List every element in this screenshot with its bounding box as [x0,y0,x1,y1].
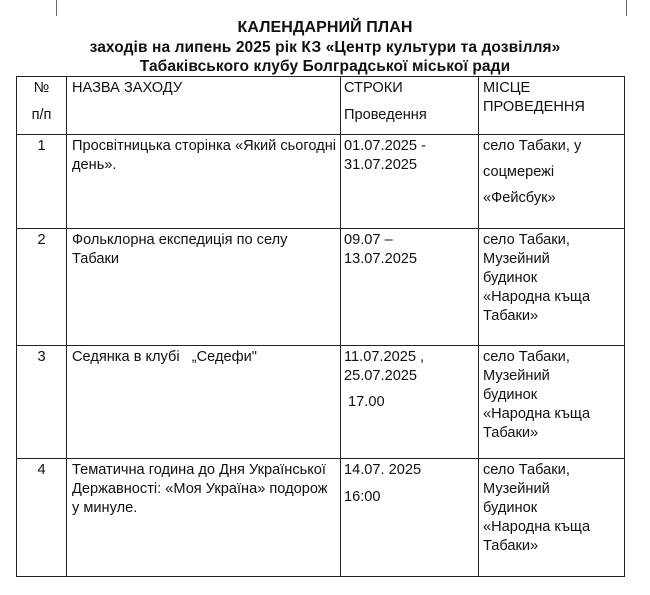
event-name: Седянка в клубі „Седефи" [67,346,341,459]
date-line: 14.07. 2025 [344,462,422,478]
header-dates-subtitle: Проведення [344,107,427,123]
place-line: Табаки» [483,425,539,441]
date-line: 11.07.2025 , [344,349,425,365]
plan-organization: Табаківського клубу Болградської міської ради [139,58,511,75]
header-dates-title: СТРОКИ [344,80,403,96]
place-line: село Табаки, [483,232,570,248]
date-line: 01.07.2025 - [344,138,426,154]
event-place [479,135,625,229]
table-row [17,459,625,577]
header-place-line1: МІСЦЕ [483,80,531,96]
plan-title: КАЛЕНДАРНИЙ ПЛАН [237,19,413,36]
place-line: будинок [483,387,538,403]
header-name: НАЗВА ЗАХОДУ [67,77,341,135]
event-place [479,346,625,459]
place-line: «Народна къща [483,406,591,422]
event-dates [341,346,479,459]
table-header-row [17,77,625,135]
place-line: Табаки» [483,538,539,554]
place-line: «Фейсбук» [483,190,556,206]
row-number: 4 [17,459,67,577]
table-row [17,346,625,459]
date-line: 31.07.2025 [344,157,418,173]
header-dates [341,77,479,135]
event-dates [341,135,479,229]
table-row [17,135,625,229]
header-number-pp: п/п [31,107,52,123]
row-number: 3 [17,346,67,459]
time-line: 16:00 [344,489,381,505]
header-place [479,77,625,135]
time-line: 17.00 [344,394,385,410]
place-line: Музейний [483,481,550,497]
plan-subtitle: заходів на липень 2025 рік КЗ «Центр культури та дозвілля» [89,39,561,56]
events-table [16,76,625,577]
place-line: соцмережі [483,164,555,180]
place-line: Музейний [483,368,550,384]
place-line: село Табаки, [483,462,570,478]
event-place [479,459,625,577]
place-line: село Табаки, у [483,138,582,154]
row-number: 2 [17,229,67,346]
place-line: Табаки» [483,308,539,324]
event-name: Просвітницька сторінка «Який сьогодні день». [67,135,341,229]
row-number: 1 [17,135,67,229]
header-number-sign: № [33,80,50,96]
place-line: будинок [483,500,538,516]
event-dates [341,459,479,577]
event-name: Тематична година до Дня Української Державності: «Моя Україна» подорож у минуле. [67,459,341,577]
page-border-right [626,0,627,16]
place-line: село Табаки, [483,349,570,365]
date-line: 09.07 – [344,232,393,248]
event-dates [341,229,479,346]
header-number [17,77,67,135]
event-name: Фольклорна експедиція по селу Табаки [67,229,341,346]
place-line: будинок [483,270,538,286]
place-line: «Народна къща [483,519,591,535]
page-border-left [56,0,57,16]
place-line: Музейний [483,251,550,267]
event-place [479,229,625,346]
date-line: 25.07.2025 [344,368,418,384]
header-place-line2: ПРОВЕДЕННЯ [483,99,585,115]
table-row [17,229,625,346]
place-line: «Народна къща [483,289,591,305]
date-line: 13.07.2025 [344,251,418,267]
